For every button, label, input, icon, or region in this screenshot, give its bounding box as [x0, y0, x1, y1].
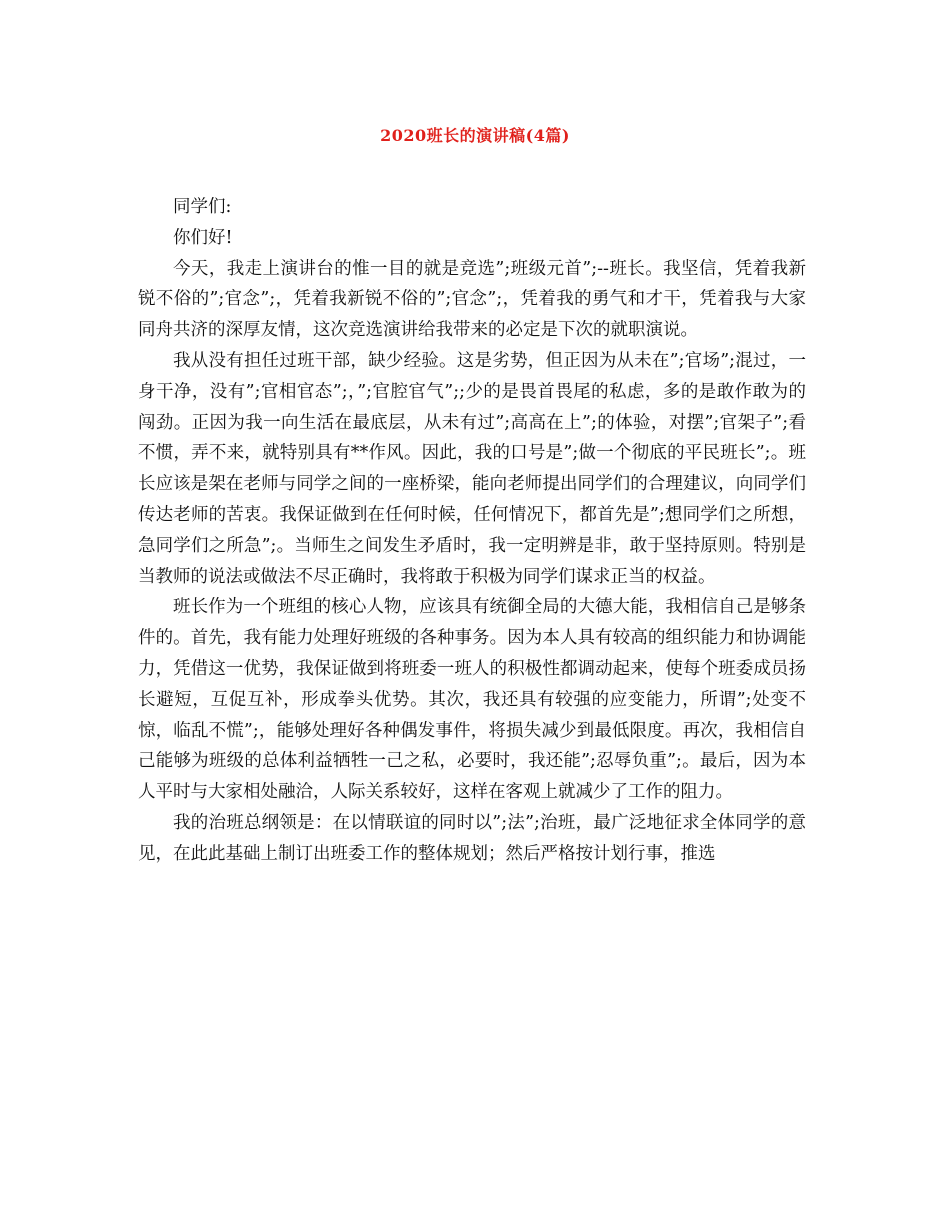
body-paragraph: 班长作为一个班组的核心人物，应该具有统御全局的大德大能，我相信自己是够条件的。首先，我有能力处理好班级的各种事务。因为本人具有较高的组织能力和协调能力，凭借这一优势，我保证做到将班委一班人的积极性都调动起来，使每个班委成员扬长避短，互促互补，形成拳头优势。其次，我还具有较强的应变能力，所谓”;处变不惊，临乱不慌”;，能够处理好各种偶发事件，将损失减少到最低限度。再次，我相信自己能够为班级的总体利益牺牲一己之私，必要时，我还能”;忍辱负重”;。最后，因为本人平时与大家相处融洽，人际关系较好，这样在客观上就减少了工作的阻力。	[138, 597, 806, 803]
document-body	[138, 192, 806, 870]
document-title: 2020班长的演讲稿(4篇)	[380, 126, 570, 145]
body-paragraph: 我的治班总纲领是：在以情联谊的同时以”;法”;治班，最广泛地征求全体同学的意见，在此此基础上制订出班委工作的整体规划；然后严格按计划行事，推选	[138, 812, 806, 864]
greeting-hello-paragraph: 你们好!	[173, 227, 233, 248]
greeting-paragraph: 同学们:	[173, 197, 232, 217]
body-paragraph: 我从没有担任过班干部，缺少经验。这是劣势，但正因为从未在”;官场”;混过，一身干净，没有”;官相官态”;，”;官腔官气”;;少的是畏首畏尾的私虑，多的是敢作敢为的闯劲。正因为我一向生活在最底层，从未有过”;高高在上”;的体验，对摆”;官架子”;看不惯，弄不来，就特别具有**作风。因此，我的口号是”;做一个彻底的平民班长”;。班长应该是架在老师与同学之间的一座桥梁，能向老师提出同学们的合理建议，向同学们传达老师的苦衷。我保证做到在任何时候，任何情况下，都首先是”;想同学们之所想，急同学们之所急”;。当师生之间发生矛盾时，我一定明辨是非，敢于坚持原则。特别是当教师的说法或做法不尽正确时，我将敢于积极为同学们谋求正当的权益。	[138, 350, 806, 587]
body-paragraph: 今天，我走上演讲台的惟一目的就是竞选”;班级元首”;--班长。我坚信，凭着我新锐不俗的”;官念”;，凭着我新锐不俗的”;官念”;，凭着我的勇气和才干，凭着我与大家同舟共济的深厚友情，这次竞选演讲给我带来的必定是下次的就职演说。	[138, 258, 806, 341]
